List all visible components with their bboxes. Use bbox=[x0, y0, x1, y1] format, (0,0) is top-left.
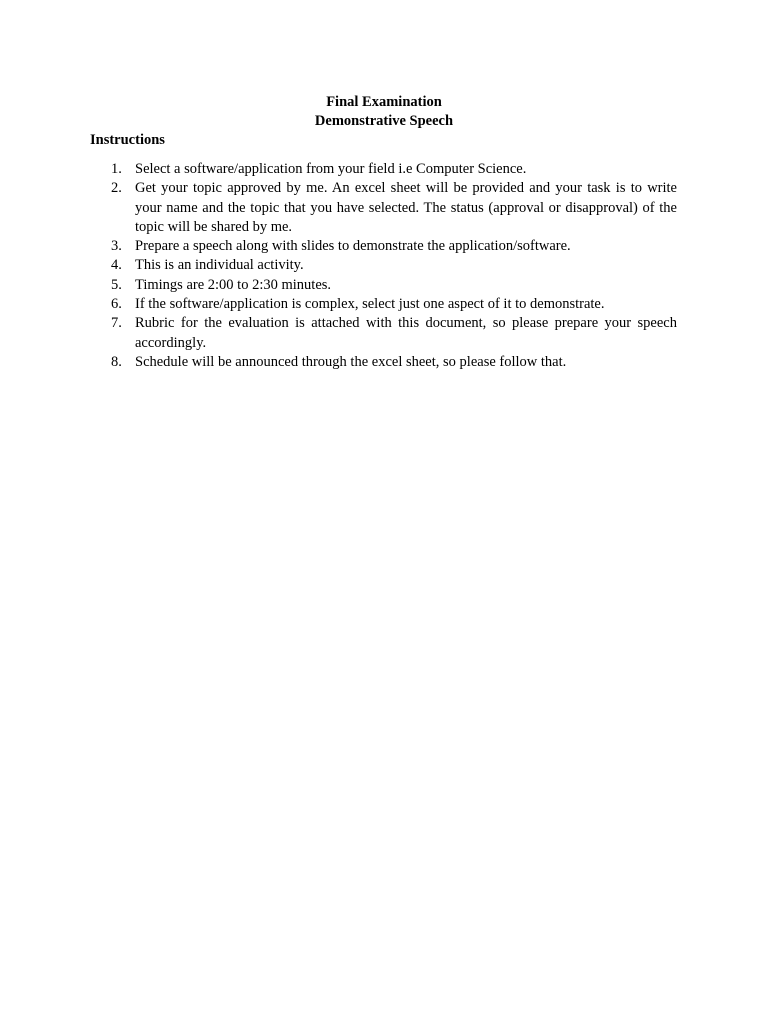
list-item-number: 1. bbox=[111, 161, 122, 177]
list-item-text: This is an individual activity. bbox=[135, 257, 304, 274]
list-item-text: Prepare a speech along with slides to demonstrate the application/software. bbox=[135, 238, 571, 255]
list-item-number: 4. bbox=[111, 257, 122, 274]
instructions-list bbox=[90, 160, 677, 372]
list-item bbox=[90, 314, 677, 353]
instructions-heading: Instructions bbox=[90, 132, 165, 148]
list-item-number: 7. bbox=[111, 315, 122, 332]
list-item-text: Rubric for the evaluation is attached with this document, so please prepare your speech accordingly. bbox=[135, 315, 677, 351]
list-item bbox=[90, 353, 677, 372]
list-item-number: 3. bbox=[111, 238, 122, 255]
list-item bbox=[90, 256, 677, 275]
list-item-text: If the software/application is complex, select just one aspect of it to demonstrate. bbox=[135, 296, 605, 313]
list-item bbox=[90, 276, 677, 295]
document-title: Final Examination bbox=[326, 94, 442, 110]
list-item-number: 6. bbox=[111, 296, 122, 313]
list-item-text: Get your topic approved by me. An excel sheet will be provided and your task is to write your name and the topic that you have selected. The status (approval or disapproval) of the topic will be shared by me. bbox=[135, 180, 677, 235]
list-item bbox=[90, 160, 677, 179]
list-item bbox=[90, 179, 677, 237]
list-item-text: Select a software/application from your field i.e Computer Science. bbox=[135, 161, 527, 177]
list-item bbox=[90, 237, 677, 256]
list-item bbox=[90, 295, 677, 314]
list-item-text: Timings are 2:00 to 2:30 minutes. bbox=[135, 276, 332, 293]
list-item-text: Schedule will be announced through the excel sheet, so please follow that. bbox=[135, 353, 567, 370]
list-item-number: 2. bbox=[111, 180, 122, 197]
list-item-number: 5. bbox=[111, 276, 122, 293]
list-item-number: 8. bbox=[111, 353, 122, 370]
document-subtitle: Demonstrative Speech bbox=[314, 113, 454, 129]
